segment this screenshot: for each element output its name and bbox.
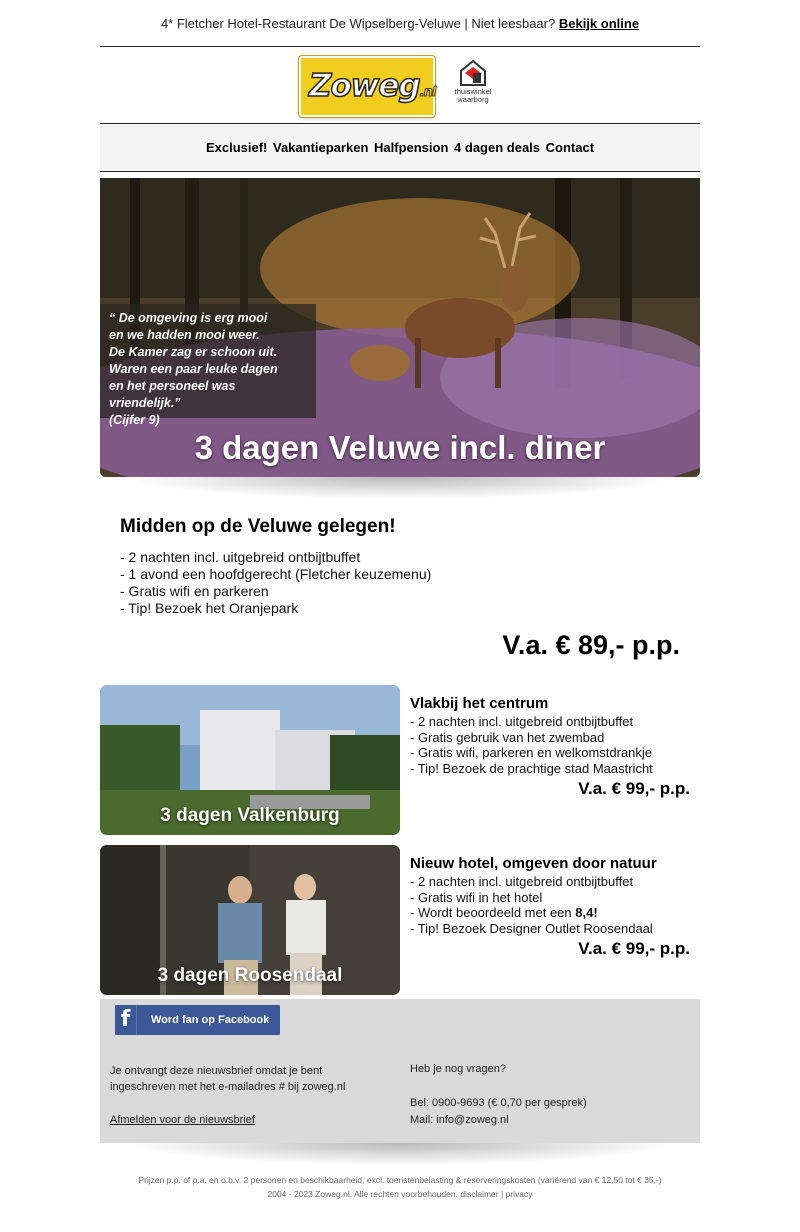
deal-details — [410, 855, 690, 959]
rating-value: 8,4! — [575, 905, 598, 920]
newsletter — [100, 0, 700, 1199]
copyright-line: 2004 - 2023 Zoweg.nl. Alle rechten voorbehouden. disclaimer | privacy — [267, 1189, 533, 1199]
deal-valkenburg — [100, 685, 700, 835]
unsubscribe-link[interactable]: Afmelden voor de nieuwsbrief — [110, 1114, 255, 1126]
deal-heading: Nieuw hotel, omgeven door natuur — [410, 855, 657, 872]
price-disclaimer: Prijzen p.p. of p.a. en o.b.v. 2 personen en beschikbaarheid, excl. toeristenbelasting & reserveringskosten (variërend van € 12,50 tot € 35,-) — [138, 1175, 662, 1185]
list-item: - Gratis wifi en parkeren — [120, 583, 269, 599]
footer — [100, 999, 700, 1143]
hero-banner[interactable] — [100, 178, 700, 477]
list-item: - Tip! Bezoek het Oranjepark — [120, 600, 299, 616]
nav-item-vakantieparken[interactable]: Vakantieparken — [273, 140, 369, 155]
house-icon — [459, 59, 487, 87]
list-item: - Gratis gebruik van het zwembad — [410, 729, 605, 745]
list-item: - Gratis wifi in het hotel — [410, 889, 543, 905]
view-online-link[interactable]: Bekijk online — [558, 16, 640, 31]
topbar-text: 4* Fletcher Hotel-Restaurant De Wipselberg-Veluwe | Niet leesbaar? — [160, 16, 556, 31]
deal-heading: Vlakbij het centrum — [410, 695, 549, 712]
phone-number: Bel: 0900-9693 (€ 0,70 per gesprek) — [410, 1097, 587, 1109]
main-deal-price[interactable]: V.a. € 89,- p.p. — [502, 630, 680, 660]
footer-shadow — [100, 1143, 700, 1167]
list-item: - Gratis wifi, parkeren en welkomstdrankje — [410, 745, 653, 760]
deal-image-title: 3 dagen Valkenburg — [160, 805, 340, 826]
deal-roosendaal-image[interactable] — [100, 845, 400, 995]
deal-image-title: 3 dagen Roosendaal — [157, 965, 343, 986]
zoweg-logo[interactable] — [299, 56, 435, 117]
main-nav — [100, 124, 700, 172]
badge-label: thuiswinkel waarborg — [454, 87, 492, 104]
hero-title: 3 dagen Veluwe incl. diner — [194, 429, 606, 466]
deal-price[interactable]: V.a. € 99,- p.p. — [578, 939, 690, 958]
contact-info — [410, 1061, 690, 1129]
facebook-fan-button[interactable]: f Word fan op Facebook — [115, 1005, 280, 1035]
legal-footer — [100, 1173, 700, 1201]
list-item: - Tip! Bezoek de prachtige stad Maastricht — [410, 760, 653, 776]
mail-line: Mail: info@zoweg.nl — [410, 1114, 509, 1126]
list-item: - 1 avond een hoofdgerecht (Fletcher keuzemenu) — [120, 566, 432, 582]
main-deal-heading: Midden op de Veluwe gelegen! — [120, 516, 396, 537]
thuiswinkel-waarborg-badge[interactable] — [450, 59, 496, 107]
list-item: - Tip! Bezoek Designer Outlet Roosendaal — [410, 920, 653, 936]
list-item: - Wordt beoordeeld met een 8,4! — [410, 905, 598, 920]
subscription-notice: Je ontvangt deze nieuwsbrief omdat je bent ingeschreven met het e-mailadres # bij zoweg.nl Afmelden voor de nieuwsbrief — [110, 1063, 380, 1128]
list-item: - 2 nachten incl. uitgebreid ontbijtbuffet — [120, 549, 361, 565]
deal-roosendaal — [100, 845, 700, 995]
hero-shadow — [100, 477, 700, 501]
mail-link[interactable]: info@zoweg.nl — [436, 1114, 509, 1126]
nav-item-halfpension[interactable]: Halfpension — [374, 140, 449, 155]
privacy-link[interactable]: privacy — [505, 1189, 533, 1199]
list-item: - 2 nachten incl. uitgebreid ontbijtbuffet — [410, 874, 634, 889]
deal-price[interactable]: V.a. € 99,- p.p. — [578, 779, 690, 798]
deal-details — [410, 695, 690, 799]
list-item: - 2 nachten incl. uitgebreid ontbijtbuffet — [410, 714, 634, 729]
nav-item-exclusief[interactable]: Exclusief! — [205, 140, 268, 155]
hero-review-quote: “ De omgeving is erg mooi en we hadden mooi weer. De Kamer zag er schoon uit. Waren een paar leuke dagen en het personeel was vriendelijk.” (Cijfer 9) — [100, 304, 316, 418]
deal-valkenburg-image[interactable] — [100, 685, 400, 835]
nav-item-4-dagen-deals[interactable]: 4 dagen deals — [454, 140, 541, 155]
disclaimer-link[interactable]: disclaimer — [460, 1189, 499, 1199]
logo-text: Zoweg.nl — [309, 68, 436, 104]
nav-item-contact[interactable]: Contact — [545, 140, 595, 155]
topbar — [100, 0, 700, 47]
logo-row — [100, 47, 700, 124]
questions-label: Heb je nog vragen? — [410, 1063, 507, 1075]
facebook-icon: f — [115, 1005, 137, 1035]
main-deal-bullets — [120, 549, 431, 617]
